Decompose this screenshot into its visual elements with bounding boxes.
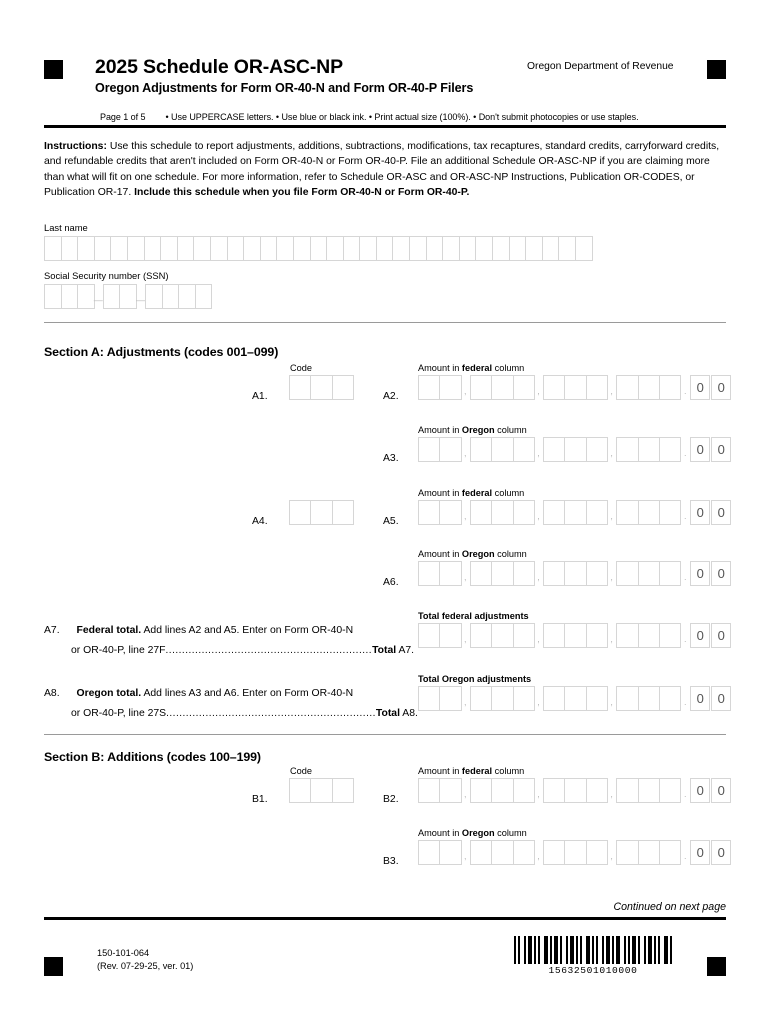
amount-comma: , bbox=[610, 572, 613, 582]
amount-cell[interactable] bbox=[659, 686, 681, 711]
line-a8-emphasis: Oregon total. bbox=[76, 688, 142, 699]
cents-cell: 0 bbox=[711, 561, 731, 586]
last-name-cell[interactable] bbox=[359, 236, 377, 261]
amount-cell[interactable] bbox=[586, 375, 608, 400]
amount-comma: , bbox=[610, 448, 613, 458]
department-name: Oregon Department of Revenue bbox=[527, 61, 674, 72]
amount-cell[interactable] bbox=[659, 437, 681, 462]
cents-cell: 0 bbox=[690, 623, 710, 648]
amount-cell[interactable] bbox=[418, 686, 440, 711]
code-input-b1[interactable] bbox=[289, 778, 353, 803]
line-a8-description: Add lines A3 and A6. Enter on Form OR-40-N bbox=[141, 688, 354, 699]
amount-label-suffix: column bbox=[494, 828, 527, 838]
code-cell[interactable] bbox=[332, 500, 354, 525]
last-name-cell[interactable] bbox=[492, 236, 510, 261]
separator-rule-section-b bbox=[44, 734, 726, 735]
amount-label-column: Oregon bbox=[461, 828, 495, 838]
amount-cell[interactable] bbox=[586, 686, 608, 711]
line-label-a1: A1. bbox=[252, 391, 268, 402]
amount-comma: , bbox=[537, 697, 540, 707]
amount-label-column: federal bbox=[461, 363, 493, 373]
cents-cell: 0 bbox=[711, 686, 731, 711]
instructions-body: Use this schedule to report adjustments, additions, subtractions, modifications, tax recaptures, standard credits, carryforward credits, and refundable credits that aren't included on Form OR-40-N or Form OR-40-P. File an additional Schedule OR-ASC-NP if you are claiming more than what will fit on one schedule. For more information, refer to Schedule OR-ASC and OR-ASC-NP Instructions, Publication OR-CODES, or Publication OR-17. bbox=[44, 141, 720, 199]
last-name-cell[interactable] bbox=[426, 236, 444, 261]
line-label-b2: B2. bbox=[383, 794, 399, 805]
amount-comma: , bbox=[610, 697, 613, 707]
line-label-b1: B1. bbox=[252, 794, 268, 805]
amount-label-column: Oregon bbox=[461, 425, 495, 435]
code-input-a1[interactable] bbox=[289, 375, 353, 400]
amount-cell[interactable] bbox=[513, 686, 535, 711]
code-cell[interactable] bbox=[289, 778, 311, 803]
cents-cell: 0 bbox=[690, 437, 710, 462]
last-name-cell[interactable] bbox=[260, 236, 278, 261]
amount-label-column: federal bbox=[461, 766, 493, 776]
amount-cell[interactable] bbox=[564, 375, 586, 400]
amount-cell[interactable] bbox=[586, 561, 608, 586]
amount-cell[interactable] bbox=[564, 561, 586, 586]
amount-label-prefix: Amount in bbox=[418, 425, 462, 435]
amount-comma: , bbox=[610, 386, 613, 396]
ssn-input[interactable] bbox=[44, 284, 211, 316]
amount-cell[interactable] bbox=[418, 778, 440, 803]
footer-form-info bbox=[97, 947, 193, 972]
amount-cell[interactable] bbox=[513, 500, 535, 525]
amount-cell[interactable] bbox=[564, 778, 586, 803]
amount-cell[interactable] bbox=[439, 500, 461, 525]
amount-cell[interactable] bbox=[616, 561, 638, 586]
ssn-dash: — bbox=[135, 295, 145, 305]
code-cell[interactable] bbox=[310, 375, 332, 400]
code-cell[interactable] bbox=[289, 375, 311, 400]
last-name-cell[interactable] bbox=[475, 236, 493, 261]
amount-decimal: . bbox=[684, 448, 687, 458]
amount-input-a3[interactable] bbox=[418, 437, 732, 469]
amount-comma: , bbox=[464, 634, 467, 644]
last-name-cell[interactable] bbox=[94, 236, 112, 261]
registration-mark-bottom-right bbox=[707, 957, 726, 976]
line-a8-text-row1 bbox=[44, 688, 353, 699]
amount-cell[interactable] bbox=[491, 561, 513, 586]
last-name-cell[interactable] bbox=[509, 236, 527, 261]
line-label-b3: B3. bbox=[383, 856, 399, 867]
amount-cell[interactable] bbox=[659, 623, 681, 648]
page-instructions-line bbox=[100, 112, 639, 122]
line-a7-total-number: A7. bbox=[396, 645, 415, 656]
amount-cell[interactable] bbox=[470, 686, 492, 711]
last-name-cell[interactable] bbox=[326, 236, 344, 261]
amount-comma: , bbox=[537, 448, 540, 458]
line-label-a6: A6. bbox=[383, 577, 399, 588]
amount-cell[interactable] bbox=[491, 437, 513, 462]
amount-cell[interactable] bbox=[659, 375, 681, 400]
amount-comma: , bbox=[537, 851, 540, 861]
registration-mark-top-right bbox=[707, 60, 726, 79]
line-label-a7: A7. bbox=[44, 625, 60, 636]
last-name-cell[interactable] bbox=[193, 236, 211, 261]
amount-cell[interactable] bbox=[616, 840, 638, 865]
code-input-a4[interactable] bbox=[289, 500, 353, 525]
amount-label-suffix: column bbox=[492, 488, 525, 498]
amount-cell[interactable] bbox=[470, 437, 492, 462]
barcode-image bbox=[497, 936, 689, 964]
amount-cell[interactable] bbox=[513, 561, 535, 586]
amount-decimal: . bbox=[684, 572, 687, 582]
last-name-cell[interactable] bbox=[376, 236, 394, 261]
amount-cell[interactable] bbox=[439, 437, 461, 462]
amount-cell[interactable] bbox=[638, 623, 660, 648]
instructions-emphasis: Include this schedule when you file Form OR-40-N or Form OR-40-P. bbox=[134, 187, 470, 199]
line-label-a2: A2. bbox=[383, 391, 399, 402]
line-a7-total-word: Total bbox=[372, 645, 397, 656]
amount-cell[interactable] bbox=[659, 500, 681, 525]
amount-cell[interactable] bbox=[638, 375, 660, 400]
amount-cell[interactable] bbox=[543, 778, 565, 803]
amount-input-a8[interactable] bbox=[418, 686, 732, 718]
cents-cell: 0 bbox=[711, 623, 731, 648]
amount-label-prefix: Amount in bbox=[418, 488, 462, 498]
footer-rule bbox=[44, 917, 726, 920]
amount-input-a7[interactable] bbox=[418, 623, 732, 655]
amount-cell[interactable] bbox=[470, 375, 492, 400]
print-notes: • Use UPPERCASE letters. • Use blue or black ink. • Print actual size (100%). • Don't submit photocopies or use staples. bbox=[165, 112, 639, 122]
amount-label-column: federal bbox=[461, 488, 493, 498]
amount-cell[interactable] bbox=[439, 840, 461, 865]
code-cell[interactable] bbox=[332, 778, 354, 803]
code-label-a1: Code bbox=[290, 363, 312, 373]
code-cell[interactable] bbox=[310, 500, 332, 525]
line-a8-total-word: Total bbox=[375, 708, 400, 719]
amount-cell[interactable] bbox=[616, 686, 638, 711]
amount-label-suffix: column bbox=[492, 766, 525, 776]
amount-cell[interactable] bbox=[513, 437, 535, 462]
amount-comma: , bbox=[537, 572, 540, 582]
amount-label-prefix: Amount in bbox=[418, 828, 462, 838]
amount-cell[interactable] bbox=[470, 623, 492, 648]
ssn-cell[interactable] bbox=[162, 284, 180, 309]
amount-cell[interactable] bbox=[439, 375, 461, 400]
amount-cell[interactable] bbox=[439, 686, 461, 711]
line-a8-total-number: A8. bbox=[399, 708, 418, 719]
amount-cell[interactable] bbox=[616, 623, 638, 648]
amount-cell[interactable] bbox=[564, 500, 586, 525]
amount-cell[interactable] bbox=[513, 778, 535, 803]
amount-cell[interactable] bbox=[543, 840, 565, 865]
last-name-cell[interactable] bbox=[160, 236, 178, 261]
amount-decimal: . bbox=[684, 789, 687, 799]
last-name-cell[interactable] bbox=[227, 236, 245, 261]
amount-label-prefix: Amount in bbox=[418, 363, 462, 373]
amount-comma: , bbox=[537, 386, 540, 396]
amount-cell[interactable] bbox=[616, 500, 638, 525]
amount-decimal: . bbox=[684, 511, 687, 521]
last-name-cell[interactable] bbox=[310, 236, 328, 261]
last-name-cell[interactable] bbox=[409, 236, 427, 261]
line-label-a4: A4. bbox=[252, 516, 268, 527]
barcode-number: 15632501010000 bbox=[548, 965, 638, 976]
amount-cell[interactable] bbox=[418, 840, 440, 865]
amount-cell[interactable] bbox=[616, 437, 638, 462]
amount-comma: , bbox=[464, 851, 467, 861]
line-a7-leader: ............................................................... bbox=[165, 645, 373, 656]
last-name-cell[interactable] bbox=[575, 236, 593, 261]
line-label-a3: A3. bbox=[383, 453, 399, 464]
amount-label-suffix: column bbox=[494, 425, 527, 435]
last-name-cell[interactable] bbox=[61, 236, 79, 261]
cents-cell: 0 bbox=[711, 437, 731, 462]
cents-cell: 0 bbox=[690, 686, 710, 711]
last-name-label: Last name bbox=[44, 222, 88, 233]
amount-label-a3 bbox=[418, 425, 527, 435]
cents-cell: 0 bbox=[690, 840, 710, 865]
last-name-cell[interactable] bbox=[392, 236, 410, 261]
amount-comma: , bbox=[464, 572, 467, 582]
amount-cell[interactable] bbox=[586, 623, 608, 648]
form-subtitle: Oregon Adjustments for Form OR-40-N and Form OR-40-P Filers bbox=[95, 81, 474, 95]
cents-cell: 0 bbox=[690, 375, 710, 400]
amount-comma: , bbox=[537, 789, 540, 799]
amount-label-b2 bbox=[418, 766, 524, 776]
page-indicator: Page 1 of 5 bbox=[100, 112, 146, 122]
ssn-cell[interactable] bbox=[145, 284, 163, 309]
cents-cell: 0 bbox=[690, 500, 710, 525]
line-a7-description: Add lines A2 and A5. Enter on Form OR-40-N bbox=[141, 625, 354, 636]
line-a8-text-row2 bbox=[71, 708, 418, 719]
cents-cell: 0 bbox=[690, 561, 710, 586]
amount-cell[interactable] bbox=[513, 623, 535, 648]
amount-label-suffix: column bbox=[494, 549, 527, 559]
ssn-label: Social Security number (SSN) bbox=[44, 270, 169, 281]
amount-input-a5[interactable] bbox=[418, 500, 732, 532]
amount-label-a6 bbox=[418, 549, 527, 559]
amount-cell[interactable] bbox=[638, 840, 660, 865]
last-name-cell[interactable] bbox=[459, 236, 477, 261]
code-label-b1: Code bbox=[290, 766, 312, 776]
ssn-cell[interactable] bbox=[44, 284, 62, 309]
cents-cell: 0 bbox=[711, 778, 731, 803]
amount-cell[interactable] bbox=[470, 561, 492, 586]
last-name-cell[interactable] bbox=[110, 236, 128, 261]
last-name-cell[interactable] bbox=[343, 236, 361, 261]
amount-cell[interactable] bbox=[470, 778, 492, 803]
ssn-cell[interactable] bbox=[103, 284, 121, 309]
amount-comma: , bbox=[464, 697, 467, 707]
form-title: 2025 Schedule OR-ASC-NP bbox=[95, 56, 343, 78]
last-name-cell[interactable] bbox=[243, 236, 261, 261]
amount-cell[interactable] bbox=[491, 686, 513, 711]
line-label-a8: A8. bbox=[44, 688, 60, 699]
amount-comma: , bbox=[464, 448, 467, 458]
amount-decimal: . bbox=[684, 386, 687, 396]
amount-cell[interactable] bbox=[564, 686, 586, 711]
cents-cell: 0 bbox=[690, 778, 710, 803]
amount-cell[interactable] bbox=[418, 500, 440, 525]
last-name-cell[interactable] bbox=[44, 236, 62, 261]
code-cell[interactable] bbox=[332, 375, 354, 400]
amount-cell[interactable] bbox=[439, 623, 461, 648]
section-b-heading: Section B: Additions (codes 100–199) bbox=[44, 750, 261, 764]
code-cell[interactable] bbox=[289, 500, 311, 525]
amount-cell[interactable] bbox=[616, 778, 638, 803]
line-a7-text-row1 bbox=[44, 625, 353, 636]
amount-cell[interactable] bbox=[638, 500, 660, 525]
continued-note: Continued on next page bbox=[613, 901, 726, 913]
amount-comma: , bbox=[610, 789, 613, 799]
amount-cell[interactable] bbox=[418, 437, 440, 462]
ssn-cell[interactable] bbox=[119, 284, 137, 309]
amount-cell[interactable] bbox=[513, 840, 535, 865]
amount-cell[interactable] bbox=[543, 500, 565, 525]
amount-cell[interactable] bbox=[491, 623, 513, 648]
form-revision: (Rev. 07-29-25, ver. 01) bbox=[97, 960, 194, 971]
section-a-heading: Section A: Adjustments (codes 001–099) bbox=[44, 345, 279, 359]
ssn-cell[interactable] bbox=[61, 284, 79, 309]
registration-mark-top-left bbox=[44, 60, 63, 79]
line-label-a5: A5. bbox=[383, 516, 399, 527]
amount-cell[interactable] bbox=[418, 623, 440, 648]
last-name-cell[interactable] bbox=[525, 236, 543, 261]
amount-decimal: . bbox=[684, 634, 687, 644]
amount-cell[interactable] bbox=[564, 437, 586, 462]
amount-cell[interactable] bbox=[586, 437, 608, 462]
amount-cell[interactable] bbox=[638, 778, 660, 803]
last-name-cell[interactable] bbox=[558, 236, 576, 261]
amount-label-prefix: Amount in bbox=[418, 766, 462, 776]
total-oregon-label: Total Oregon adjustments bbox=[418, 674, 532, 684]
amount-comma: , bbox=[537, 511, 540, 521]
amount-cell[interactable] bbox=[543, 375, 565, 400]
amount-decimal: . bbox=[684, 697, 687, 707]
amount-cell[interactable] bbox=[586, 840, 608, 865]
line-a7-text-row2 bbox=[71, 645, 414, 656]
amount-cell[interactable] bbox=[586, 778, 608, 803]
header-rule bbox=[44, 125, 726, 128]
code-cell[interactable] bbox=[310, 778, 332, 803]
last-name-cell[interactable] bbox=[442, 236, 460, 261]
amount-cell[interactable] bbox=[470, 840, 492, 865]
ssn-cell[interactable] bbox=[178, 284, 196, 309]
last-name-cell[interactable] bbox=[276, 236, 294, 261]
amount-cell[interactable] bbox=[439, 561, 461, 586]
amount-comma: , bbox=[610, 511, 613, 521]
cents-cell: 0 bbox=[711, 840, 731, 865]
amount-cell[interactable] bbox=[659, 840, 681, 865]
cents-cell: 0 bbox=[711, 375, 731, 400]
amount-cell[interactable] bbox=[543, 437, 565, 462]
amount-comma: , bbox=[464, 386, 467, 396]
amount-label-column: Oregon bbox=[461, 549, 495, 559]
line-a8-reference: or OR-40-P, line 27S bbox=[71, 708, 167, 719]
amount-cell[interactable] bbox=[638, 686, 660, 711]
amount-label-b3 bbox=[418, 828, 527, 838]
amount-cell[interactable] bbox=[586, 500, 608, 525]
amount-comma: , bbox=[610, 634, 613, 644]
amount-input-b3[interactable] bbox=[418, 840, 732, 872]
amount-cell[interactable] bbox=[470, 500, 492, 525]
amount-cell[interactable] bbox=[638, 437, 660, 462]
amount-label-a5 bbox=[418, 488, 524, 498]
amount-cell[interactable] bbox=[491, 778, 513, 803]
ssn-cell[interactable] bbox=[77, 284, 95, 309]
last-name-cell[interactable] bbox=[542, 236, 560, 261]
ssn-cell[interactable] bbox=[195, 284, 213, 309]
line-a7-emphasis: Federal total. bbox=[76, 625, 142, 636]
ssn-dash: — bbox=[93, 295, 103, 305]
last-name-cell[interactable] bbox=[144, 236, 162, 261]
amount-comma: , bbox=[610, 851, 613, 861]
last-name-input[interactable] bbox=[44, 236, 592, 261]
amount-cell[interactable] bbox=[543, 686, 565, 711]
amount-cell[interactable] bbox=[418, 375, 440, 400]
separator-rule-top bbox=[44, 322, 726, 323]
amount-label-suffix: column bbox=[492, 363, 525, 373]
amount-decimal: . bbox=[684, 851, 687, 861]
amount-cell[interactable] bbox=[659, 778, 681, 803]
amount-cell[interactable] bbox=[564, 840, 586, 865]
amount-label-a2 bbox=[418, 363, 524, 373]
amount-comma: , bbox=[537, 634, 540, 644]
last-name-cell[interactable] bbox=[127, 236, 145, 261]
amount-input-a2[interactable] bbox=[418, 375, 732, 407]
last-name-cell[interactable] bbox=[210, 236, 228, 261]
instructions-label: Instructions: bbox=[44, 141, 107, 152]
amount-cell[interactable] bbox=[543, 561, 565, 586]
line-a7-reference: or OR-40-P, line 27F bbox=[71, 645, 166, 656]
amount-comma: , bbox=[464, 511, 467, 521]
amount-input-b2[interactable] bbox=[418, 778, 732, 810]
form-number: 150-101-064 bbox=[97, 948, 150, 958]
amount-comma: , bbox=[464, 789, 467, 799]
amount-cell[interactable] bbox=[564, 623, 586, 648]
amount-cell[interactable] bbox=[491, 840, 513, 865]
amount-cell[interactable] bbox=[638, 561, 660, 586]
registration-mark-bottom-left bbox=[44, 957, 63, 976]
amount-cell[interactable] bbox=[491, 500, 513, 525]
amount-cell[interactable] bbox=[491, 375, 513, 400]
amount-cell[interactable] bbox=[513, 375, 535, 400]
last-name-cell[interactable] bbox=[177, 236, 195, 261]
amount-label-prefix: Amount in bbox=[418, 549, 462, 559]
last-name-cell[interactable] bbox=[293, 236, 311, 261]
total-federal-label: Total federal adjustments bbox=[418, 611, 529, 621]
amount-cell[interactable] bbox=[439, 778, 461, 803]
instructions-paragraph bbox=[44, 139, 730, 201]
amount-cell[interactable] bbox=[418, 561, 440, 586]
barcode-block bbox=[497, 936, 689, 976]
last-name-cell[interactable] bbox=[77, 236, 95, 261]
cents-cell: 0 bbox=[711, 500, 731, 525]
amount-cell[interactable] bbox=[616, 375, 638, 400]
amount-input-a6[interactable] bbox=[418, 561, 732, 593]
amount-cell[interactable] bbox=[659, 561, 681, 586]
amount-cell[interactable] bbox=[543, 623, 565, 648]
line-a8-leader: ................................................................ bbox=[166, 708, 376, 719]
